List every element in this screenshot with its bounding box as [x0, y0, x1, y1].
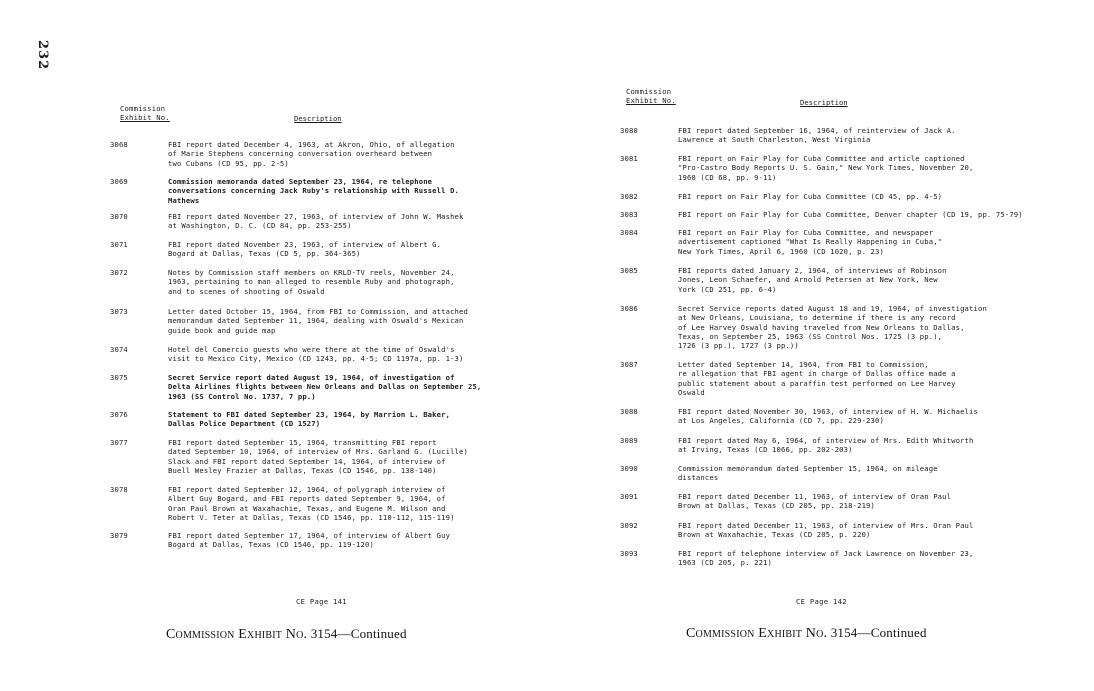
exhibit-number: 3076 — [110, 410, 128, 419]
exhibit-number: 3074 — [110, 345, 128, 354]
page-number: 232 — [35, 40, 50, 71]
exhibit-number: 3080 — [620, 126, 638, 135]
exhibit-header-line2: Exhibit No. — [626, 95, 676, 105]
caption-prefix: Commission Exhibit No. — [686, 626, 828, 641]
description-column-header: Description — [294, 114, 342, 123]
exhibit-description: Notes by Commission staff members on KRLD-TV reels, November 24, 1963, pertaining to man alleged to resemble Ruby and photograph, and to scenes of shooting of Oswald — [168, 268, 455, 296]
caption-suffix: 3154—Continued — [307, 626, 407, 641]
exhibit-description: Statement to FBI dated September 23, 1964, by Marrion L. Baker, Dallas Police Department (CD 1527) — [168, 410, 451, 429]
exhibit-number: 3078 — [110, 485, 128, 494]
exhibit-header-line1: Commission — [120, 104, 166, 113]
ce-page-label: CE Page 141 — [296, 597, 347, 606]
ce-page-label: CE Page 142 — [796, 597, 847, 606]
exhibit-description: FBI report dated December 4, 1963, at Akron, Ohio, of allegation of Marie Stephens concerning conversation overheard between two Cubans (CD 95, pp. 2-5) — [168, 140, 455, 168]
exhibit-number: 3075 — [110, 373, 128, 382]
exhibit-description: FBI report on Fair Play for Cuba Committee and article captioned "Pro-Castro Body Reports U. S. Gain," New York Times, November 20, 1960 (CD 68, pp. 9-11) — [678, 154, 974, 182]
exhibit-number: 3079 — [110, 531, 128, 540]
exhibit-number: 3088 — [620, 407, 638, 416]
exhibit-number: 3082 — [620, 192, 638, 201]
exhibit-description: Letter dated October 15, 1964, from FBI to Commission, and attached memorandum dated September 11, 1964, dealing with Oswald's Mexican guide book and guide map — [168, 307, 468, 335]
exhibit-description: FBI report dated September 17, 1964, of interview of Albert Guy Bogard at Dallas, Texas (CD 1546, pp. 119-120) — [168, 531, 451, 550]
exhibit-number: 3083 — [620, 210, 638, 219]
exhibit-description: FBI report on Fair Play for Cuba Committee, and newspaper advertisement captioned "What Is Really Happening in Cuba," New York Times, April 6, 1960 (CD 1020, p. 23) — [678, 228, 943, 256]
caption-prefix: Commission Exhibit No. — [166, 627, 308, 642]
exhibit-description: FBI report dated November 27, 1963, of interview of John W. Mashek at Washington, D. C. (CD 84, pp. 253-255) — [168, 212, 464, 231]
exhibit-number: 3068 — [110, 140, 128, 149]
exhibit-description: Secret Service reports dated August 18 and 19, 1964, of investigation at New Orleans, Louisiana, to determine if there is any record of Lee Harvey Oswald having traveled from New Orleans to Dallas, Texas, on September 25, 1963 (SS Control Nos. 1725 (3 pp.), 1726 (3 pp.), 1727 (3 pp.)) — [678, 304, 987, 351]
exhibit-description: FBI report of telephone interview of Jack Lawrence on November 23, 1963 (CD 205, p. 221) — [678, 549, 974, 568]
exhibit-description: FBI report on Fair Play for Cuba Committee (CD 45, pp. 4-5) — [678, 192, 943, 201]
exhibit-number: 3089 — [620, 436, 638, 445]
exhibit-number: 3077 — [110, 438, 128, 447]
exhibit-caption — [166, 626, 407, 643]
exhibit-number: 3072 — [110, 268, 128, 277]
exhibit-description: Hotel del Comercio guests who were there at the time of Oswald's visit to Mexico City, Mexico (CD 1243, pp. 4-5; CD 1197a, pp. 1-3) — [168, 345, 464, 364]
exhibit-description: FBI report dated September 12, 1964, of polygraph interview of Albert Guy Bogard, and FBI reports dated September 9, 1964, of Oran Paul Brown at Waxahachie, Texas, and Eugene M. Wilson and Robert V. Teter at Dallas, Texas (CD 1546, pp. 110-112, 115-119) — [168, 485, 455, 522]
exhibit-description: FBI report dated May 6, 1964, of interview of Mrs. Edith Whitworth at Irving, Texas (CD 1066, pp. 202-203) — [678, 436, 974, 455]
exhibit-description: Commission memorandum dated September 15, 1964, on mileage distances — [678, 464, 938, 483]
exhibit-number: 3070 — [110, 212, 128, 221]
exhibit-description: FBI report dated December 11, 1963, of interview of Mrs. Oran Paul Brown at Waxahachie, Texas (CD 205, p. 220) — [678, 521, 974, 540]
exhibit-number: 3093 — [620, 549, 638, 558]
caption-suffix: 3154—Continued — [827, 625, 927, 640]
exhibit-number: 3081 — [620, 154, 638, 163]
exhibit-description: FBI reports dated January 2, 1964, of interviews of Robinson Jones, Leon Schaefer, and Arnold Petersen at New York, New York (CD 251, pp. 6-4) — [678, 266, 947, 294]
exhibit-description: Commission memoranda dated September 23, 1964, re telephone conversations concerning Jack Ruby's relationship with Russell D. Mathews — [168, 177, 460, 205]
exhibit-number: 3092 — [620, 521, 638, 530]
description-column-header: Description — [800, 98, 848, 107]
exhibit-header-line2: Exhibit No. — [120, 112, 170, 122]
exhibit-column-header — [120, 105, 170, 122]
exhibit-number: 3071 — [110, 240, 128, 249]
exhibit-number: 3086 — [620, 304, 638, 313]
exhibit-description: FBI report dated September 16, 1964, of reinterview of Jack A. Lawrence at South Charleston, West Virginia — [678, 126, 956, 145]
exhibit-description: Secret Service report dated August 19, 1964, of investigation of Delta Airlines flights between New Orleans and Dallas on September 25, 1963 (SS Control No. 1737, 7 pp.) — [168, 373, 482, 401]
exhibit-number: 3091 — [620, 492, 638, 501]
exhibit-description: FBI report dated September 15, 1964, transmitting FBI report dated September 10, 1964, of interview of Mrs. Garland G. (Lucille) Slack and FBI report dated September 14, 1964, of interview of Buell Wesley Frazier at Dallas, Texas (CD 1546, pp. 138-140) — [168, 438, 468, 475]
exhibit-column-header — [626, 88, 676, 105]
exhibit-number: 3085 — [620, 266, 638, 275]
exhibit-number: 3084 — [620, 228, 638, 237]
exhibit-description: FBI report on Fair Play for Cuba Committee, Denver chapter (CD 19, pp. 75-79) — [678, 210, 1023, 219]
exhibit-number: 3069 — [110, 177, 128, 186]
exhibit-caption — [686, 625, 927, 642]
exhibit-description: FBI report dated November 30, 1963, of interview of H. W. Michaelis at Los Angeles, California (CD 7, pp. 229-230) — [678, 407, 978, 426]
exhibit-description: Letter dated September 14, 1964, from FBI to Commission, re allegation that FBI agent in charge of Dallas office made a public statement about a paraffin test performed on Lee Harvey Oswald — [678, 360, 956, 397]
exhibit-number: 3087 — [620, 360, 638, 369]
exhibit-description: FBI report dated December 11, 1963, of interview of Oran Paul Brown at Dallas, Texas (CD 205, pp. 218-219) — [678, 492, 952, 511]
exhibit-number: 3090 — [620, 464, 638, 473]
exhibit-header-line1: Commission — [626, 87, 672, 96]
exhibit-number: 3073 — [110, 307, 128, 316]
exhibit-description: FBI report dated November 23, 1963, of interview of Albert G. Bogard at Dallas, Texas (CD 5, pp. 364-365) — [168, 240, 442, 259]
